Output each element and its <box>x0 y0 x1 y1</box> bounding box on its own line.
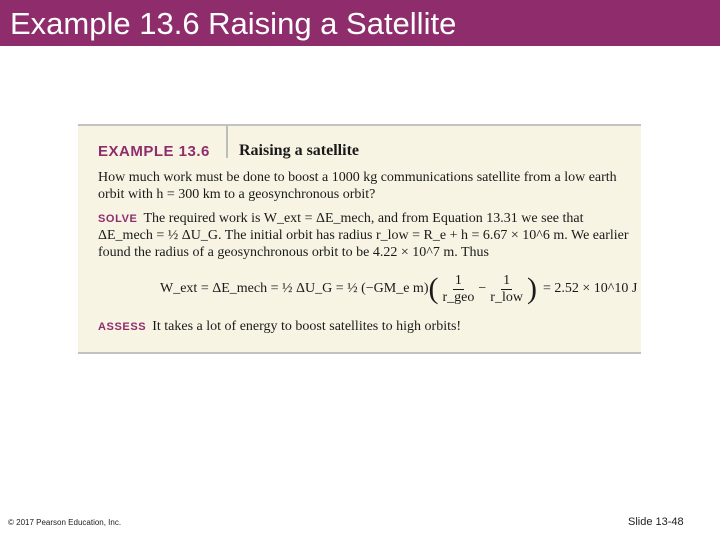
solve-line-2: ΔE_mech = ½ ΔU_G. The initial orbit has radius r_low = R_e + h = 6.67 × 10^6 m. We earlier <box>98 228 629 243</box>
example-label: EXAMPLE 13.6 <box>98 143 210 160</box>
equation-rhs: = 2.52 × 10^10 J <box>542 281 638 296</box>
fraction-low-denominator: r_low <box>490 289 523 305</box>
solve-line-3: found the radius of a geosynchronous orbit to be 4.22 × 10^7 m. Thus <box>98 245 489 260</box>
equation-minus: − <box>478 281 487 296</box>
slide-title: Example 13.6 Raising a Satellite <box>10 6 457 41</box>
example-divider <box>226 126 228 158</box>
solve-label: SOLVE <box>98 213 138 225</box>
equation-right-bracket: ) <box>526 272 537 305</box>
equation-left-bracket: ( <box>428 272 439 305</box>
fraction-low-numerator: 1 <box>503 272 511 288</box>
footer-copyright: © 2017 Pearson Education, Inc. <box>8 518 122 527</box>
solve-text-1: The required work is W_ext = ΔE_mech, and from Equation 13.31 we see that <box>143 211 584 226</box>
equation-lhs: W_ext = ΔE_mech = ½ ΔU_G = ½ (−GM_e m) <box>160 281 429 296</box>
fraction-geo <box>440 273 476 306</box>
question-line-1: How much work must be done to boost a 1000 kg communications satellite from a low earth <box>98 170 617 185</box>
question-line-2: orbit with h = 300 km to a geosynchronous orbit? <box>98 187 376 202</box>
assess-text: It takes a lot of energy to boost satellites to high orbits! <box>152 319 462 334</box>
example-box <box>78 124 641 354</box>
solve-line-1 <box>98 211 584 227</box>
fraction-geo-numerator: 1 <box>454 272 462 288</box>
fraction-low <box>488 273 525 306</box>
title-bar <box>0 0 720 46</box>
footer-slide-number: Slide 13-48 <box>628 516 684 528</box>
example-title: Raising a satellite <box>239 142 359 159</box>
assess-label: ASSESS <box>98 321 147 333</box>
work-equation <box>160 269 637 309</box>
assess-line <box>98 319 461 335</box>
fraction-geo-denominator: r_geo <box>442 289 475 305</box>
